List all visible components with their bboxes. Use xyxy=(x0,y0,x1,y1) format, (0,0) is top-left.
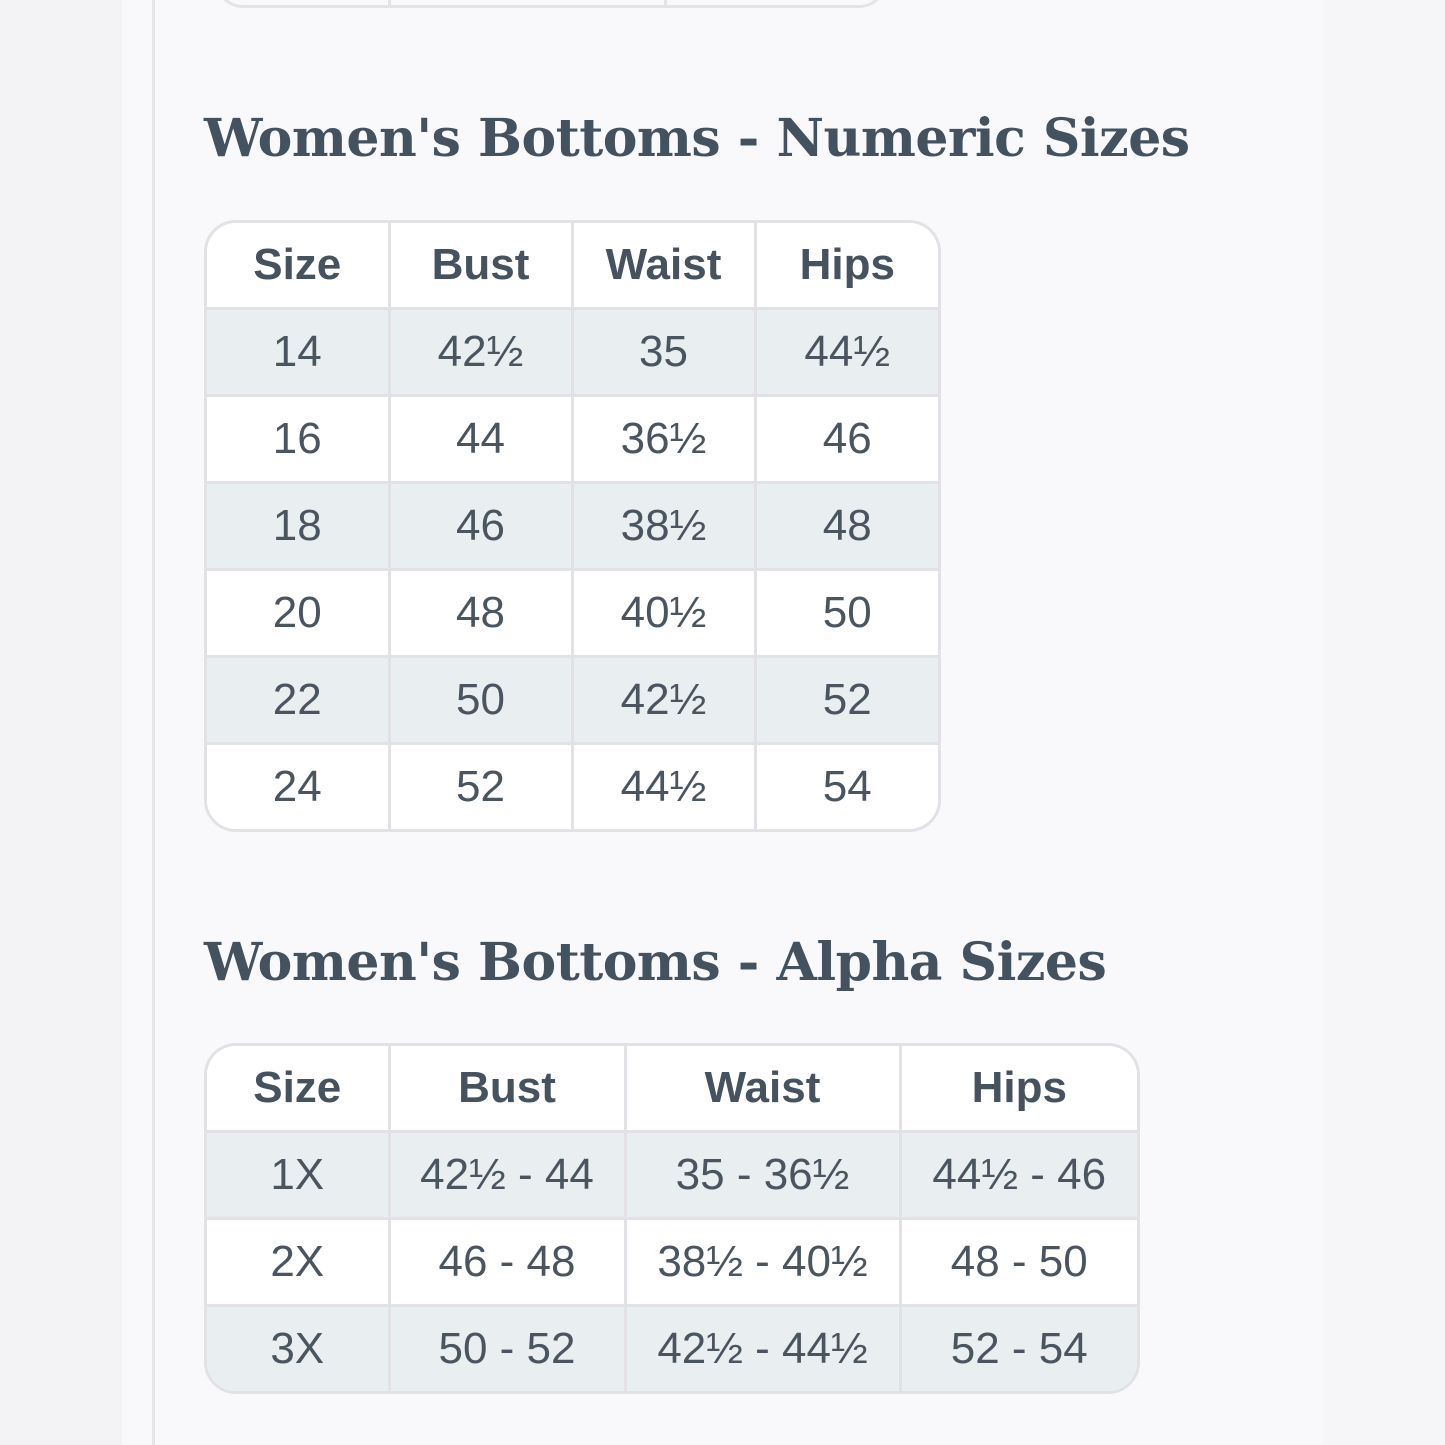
table-row xyxy=(207,309,938,396)
table-row xyxy=(207,1306,1137,1392)
table-row xyxy=(207,744,938,830)
header-hips: Hips xyxy=(900,1046,1137,1132)
header-bust: Bust xyxy=(389,223,572,309)
cell-size: 14 xyxy=(207,309,389,396)
cell-size: 24 xyxy=(207,744,389,830)
cell-bust: 46 - 48 xyxy=(389,1219,625,1306)
table-header-row xyxy=(207,223,938,309)
cell-bust: 48 xyxy=(389,570,572,657)
table-row xyxy=(207,1132,1137,1219)
cell-hips: 44½ xyxy=(755,309,938,396)
header-waist: Waist xyxy=(572,223,755,309)
numeric-sizes-heading: Women's Bottoms - Numeric Sizes xyxy=(204,108,1190,169)
header-hips: Hips xyxy=(755,223,938,309)
cell-waist: 44½ xyxy=(572,744,755,830)
previous-table-edge xyxy=(215,0,887,8)
table-row xyxy=(207,657,938,744)
cell-waist: 35 xyxy=(572,309,755,396)
cell-size: 1X xyxy=(207,1132,389,1219)
header-size: Size xyxy=(207,223,389,309)
cell-hips: 52 - 54 xyxy=(900,1306,1137,1392)
header-bust: Bust xyxy=(389,1046,625,1132)
cell-bust: 50 - 52 xyxy=(389,1306,625,1392)
cell-size: 22 xyxy=(207,657,389,744)
cell-waist: 42½ - 44½ xyxy=(625,1306,900,1392)
alpha-sizes-heading: Women's Bottoms - Alpha Sizes xyxy=(204,932,1107,993)
cell-hips: 52 xyxy=(755,657,938,744)
cell-waist: 40½ xyxy=(572,570,755,657)
table-row xyxy=(207,483,938,570)
cell-hips: 44½ - 46 xyxy=(900,1132,1137,1219)
table-row xyxy=(207,396,938,483)
cell-bust: 50 xyxy=(389,657,572,744)
panel-left-border xyxy=(152,0,155,1445)
cell-bust: 42½ - 44 xyxy=(389,1132,625,1219)
cell-hips: 48 - 50 xyxy=(900,1219,1137,1306)
table-row xyxy=(207,1219,1137,1306)
cell-size: 18 xyxy=(207,483,389,570)
cell-bust: 44 xyxy=(389,396,572,483)
table-header-row xyxy=(207,1046,1137,1132)
cell-bust: 42½ xyxy=(389,309,572,396)
cell-size: 3X xyxy=(207,1306,389,1392)
table-row xyxy=(207,570,938,657)
page-background-right xyxy=(1322,0,1445,1445)
cell-waist: 38½ - 40½ xyxy=(625,1219,900,1306)
cell-hips: 54 xyxy=(755,744,938,830)
cell-waist: 36½ xyxy=(572,396,755,483)
page-background-left xyxy=(0,0,122,1445)
cell-hips: 48 xyxy=(755,483,938,570)
cell-bust: 46 xyxy=(389,483,572,570)
cell-size: 2X xyxy=(207,1219,389,1306)
cell-size: 16 xyxy=(207,396,389,483)
cell-waist: 35 - 36½ xyxy=(625,1132,900,1219)
cell-bust: 52 xyxy=(389,744,572,830)
cell-hips: 46 xyxy=(755,396,938,483)
cell-waist: 42½ xyxy=(572,657,755,744)
cell-size: 20 xyxy=(207,570,389,657)
cell-hips: 50 xyxy=(755,570,938,657)
header-waist: Waist xyxy=(625,1046,900,1132)
header-size: Size xyxy=(207,1046,389,1132)
alpha-size-table xyxy=(204,1043,1140,1394)
cell-waist: 38½ xyxy=(572,483,755,570)
numeric-size-table xyxy=(204,220,941,832)
previous-table-divider xyxy=(664,0,667,8)
previous-table-divider xyxy=(388,0,391,8)
